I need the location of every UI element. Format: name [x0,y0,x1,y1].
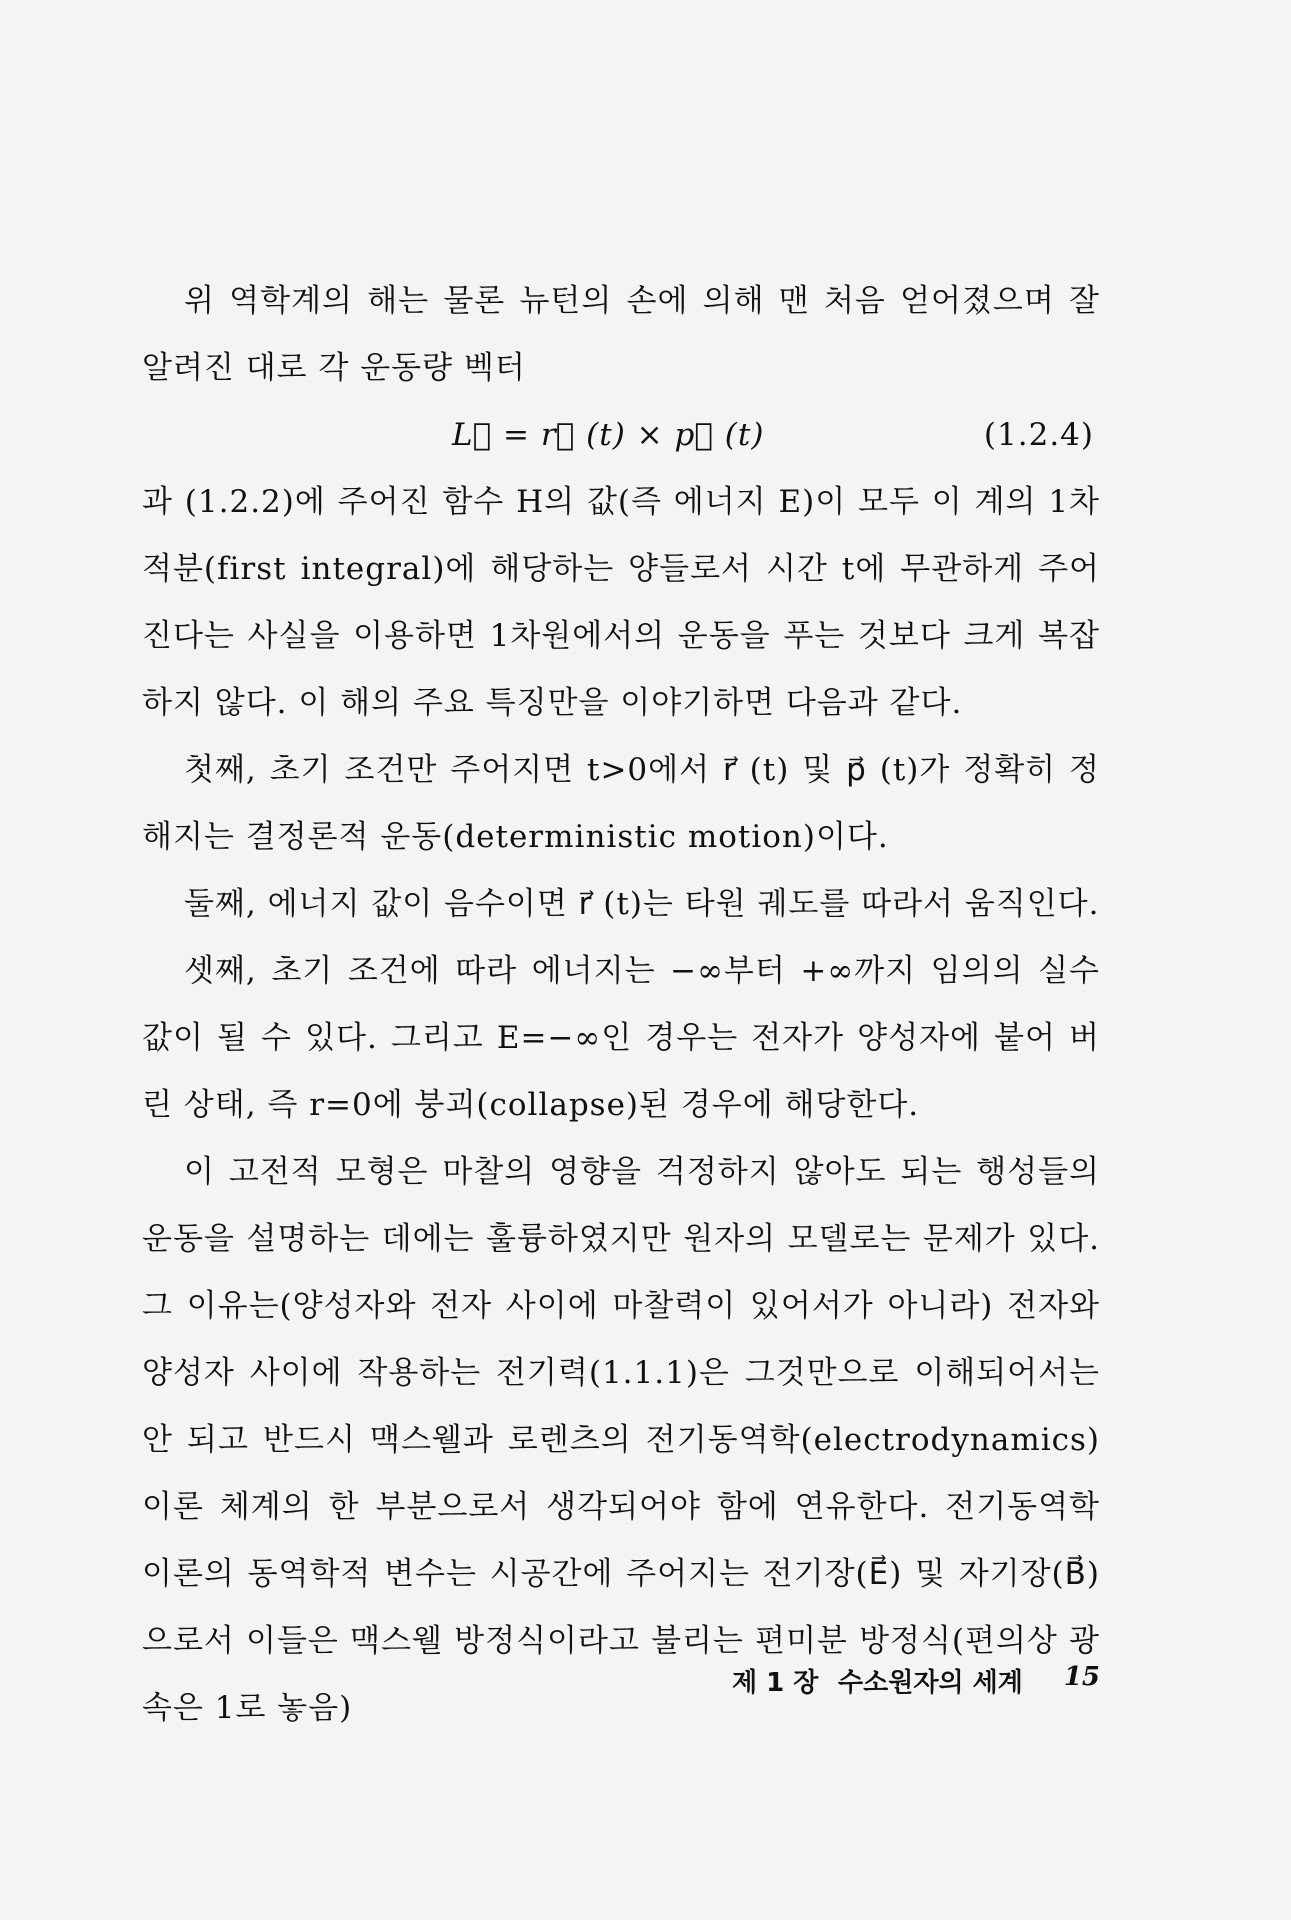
paragraph-integrals: 과 (1.2.2)에 주어진 함수 H의 값(즉 에너지 E)이 모두 이 계의 1차 적분(first integral)에 해당하는 양들로서 시간 t에 무관하게 주어진다는 사실을 이용하면 1차원에서의 운동을 푸는 것보다 크게 복잡하지 않다. 이 해의 주요 특징만을 이야기하면 다음과 같다. [142,484,1100,721]
paragraph-second: 둘째, 에너지 값이 음수이면 r⃗ (t)는 타원 궤도를 따라서 움직인다. [184,886,1100,922]
page-number: 15 [1063,1662,1100,1692]
equation-1-2-4 [142,402,1100,469]
equation-number: (1.2.4) [983,417,1094,453]
footer-chapter: 제 1 장 [732,1668,819,1698]
body-text [142,268,1100,1742]
footer-chapter-title: 수소원자의 세계 [838,1668,1023,1698]
paragraph-classical-model: 이 고전적 모형은 마찰의 영향을 걱정하지 않아도 되는 행성들의 운동을 설명하는 데에는 훌륭하였지만 원자의 모델로는 문제가 있다. 그 이유는(양성자와 전자 사이에 마찰력이 있어서가 아니라) 전자와 양성자 사이에 작용하는 전기력(1.1.1)은 그것만으로 이해되어서는 안 되고 반드시 맥스웰과 로렌츠의 전기동역학(electrodynamics) 이론 체계의 한 부분으로서 생각되어야 함에 연유한다. 전기동역학 이론의 동역학적 변수는 시공간에 주어지는 전기장(E⃗) 및 자기장(B⃗)으로서 이들은 맥스웰 방정식이라고 불리는 편미분 방정식(편의상 광속은 1로 놓음) [142,1154,1100,1726]
paragraph-intro: 위 역학계의 해는 물론 뉴턴의 손에 의해 맨 처음 얻어졌으며 잘 알려진 대로 각 운동량 벡터 [142,283,1100,386]
running-footer [690,1662,1100,1702]
paragraph-third: 셋째, 초기 조건에 따라 에너지는 −∞부터 +∞까지 임의의 실수값이 될 수 있다. 그리고 E=−∞인 경우는 전자가 양성자에 붙어 버린 상태, 즉 r=0에 붕괴(collapse)된 경우에 해당한다. [142,953,1100,1123]
equation-expression: L⃗ = r⃗ (t) × p⃗ (t) [452,417,765,453]
paragraph-first: 첫째, 초기 조건만 주어지면 t>0에서 r⃗ (t) 및 p⃗ (t)가 정확히 정해지는 결정론적 운동(deterministic motion)이다. [142,752,1100,855]
